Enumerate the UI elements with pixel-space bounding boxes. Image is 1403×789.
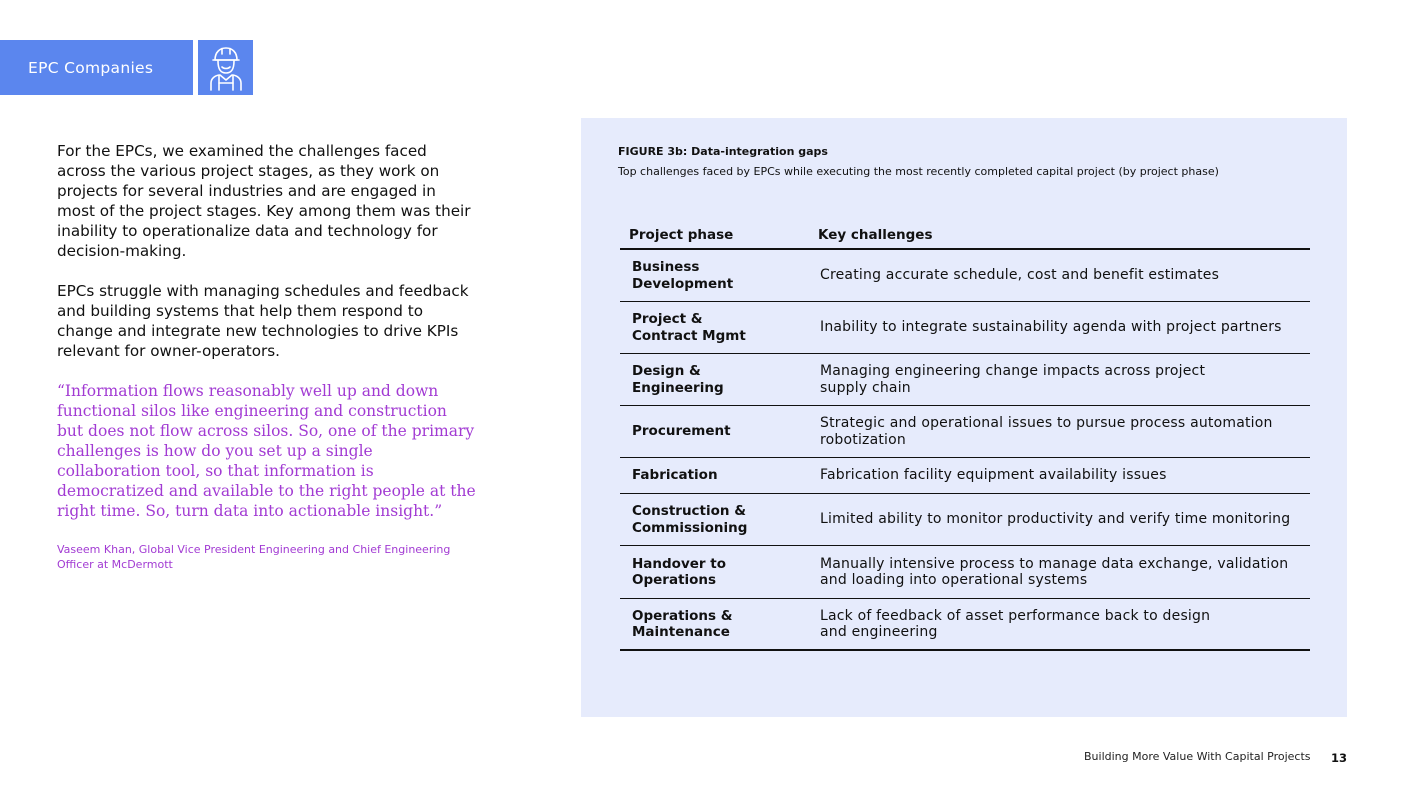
row-challenge: Creating accurate schedule, cost and benefit estimates — [820, 267, 1220, 284]
figure-panel — [581, 118, 1347, 717]
table-row — [620, 354, 1310, 406]
table-header — [620, 222, 1310, 250]
table-row — [620, 599, 1310, 651]
row-challenge: Strategic and operational issues to pursue process automation robotization — [820, 415, 1273, 448]
section-label: EPC Companies — [28, 58, 154, 77]
row-phase: Handover to Operations — [632, 555, 726, 588]
table-row — [620, 458, 1310, 494]
row-challenge: Limited ability to monitor productivity and verify time monitoring — [820, 511, 1291, 528]
header-phase: Project phase — [629, 227, 734, 243]
intro-column — [57, 141, 477, 572]
footer-title: Building More Value With Capital Projects — [1084, 750, 1311, 763]
row-phase: Project & Contract Mgmt — [632, 311, 746, 344]
pull-quote: “Information flows reasonably well up and down functional silos like engineering and construction but does not flow across silos. So, one of the primary challenges is how do you set up a single collaboration tool, so that information is democratized and available to the right people at the right time. So, turn data into actionable insight.” — [57, 382, 476, 520]
table-row — [620, 250, 1310, 302]
row-phase: Design & Engineering — [632, 363, 724, 396]
row-phase: Business Development — [632, 259, 734, 292]
intro-paragraph-1: For the EPCs, we examined the challenges faced across the various project stages, as they work on projects for several industries and are engaged in most of the project stages. Key among them was their inability to operationalize data and technology for decision-making. — [57, 142, 471, 260]
row-phase: Construction & Commissioning — [632, 503, 748, 536]
section-tab — [0, 40, 193, 95]
header-challenge: Key challenges — [818, 227, 933, 243]
row-phase: Procurement — [632, 423, 731, 440]
row-phase: Operations & Maintenance — [632, 607, 733, 640]
worker-hardhat-icon — [198, 40, 253, 95]
challenges-table — [620, 222, 1310, 651]
row-phase: Fabrication — [632, 467, 718, 484]
figure-title: FIGURE 3b: Data-integration gaps — [618, 145, 828, 158]
quote-attribution: Vaseem Khan, Global Vice President Engineering and Chief Engineering Officer at McDermott — [57, 543, 451, 571]
row-challenge: Manually intensive process to manage data exchange, validation and loading into operational systems — [820, 555, 1289, 588]
page-number: 13 — [1331, 751, 1348, 765]
table-row — [620, 302, 1310, 354]
table-row — [620, 546, 1310, 599]
row-challenge: Inability to integrate sustainability agenda with project partners — [820, 319, 1282, 336]
row-challenge: Fabrication facility equipment availability issues — [820, 467, 1167, 484]
table-row — [620, 406, 1310, 458]
intro-paragraph-2: EPCs struggle with managing schedules and feedback and building systems that help them respond to change and integrate new technologies to drive KPIs relevant for owner-operators. — [57, 282, 469, 360]
row-challenge: Managing engineering change impacts across project supply chain — [820, 363, 1206, 396]
table-row — [620, 494, 1310, 546]
row-challenge: Lack of feedback of asset performance back to design and engineering — [820, 607, 1211, 640]
figure-subtitle: Top challenges faced by EPCs while executing the most recently completed capital project (by project phase) — [618, 165, 1219, 178]
